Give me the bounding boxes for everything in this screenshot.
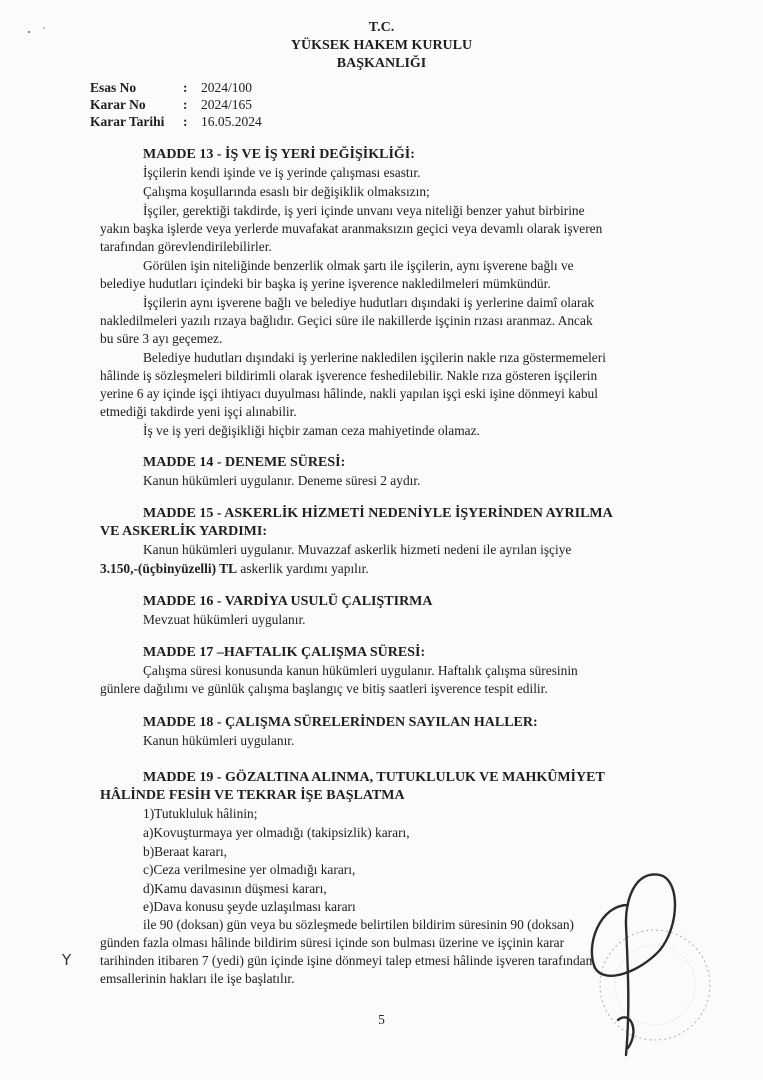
paragraph-line xyxy=(143,203,679,219)
paragraph-line: Belediye hudutları dışındaki iş yerlerine nakledilen işçilerin nakle rıza göstermemeleri xyxy=(143,350,606,365)
meta-label: Esas No xyxy=(90,80,137,95)
paragraph-line: Görülen işin niteliğinde benzerlik olmak şartı ile işçilerin, aynı işverene bağlı ve xyxy=(143,258,574,273)
header-country: T.C. xyxy=(368,20,395,35)
list-item: d)Kamu davasının düşmesi kararı, xyxy=(143,881,327,896)
meta-karar: Karar No : 2024/165 xyxy=(90,97,253,112)
paragraph-line: hâlinde iş sözleşmeleri bildirimli olarak işverence feshedilebilir. Nakle rıza gösteren işçilerin xyxy=(100,368,598,383)
paragraph-line: Çalışma koşullarında esaslı bir değişiklik olmaksızın; xyxy=(143,184,430,199)
section-title-16: MADDE 16 - VARDİYA USULÜ ÇALIŞTIRMA xyxy=(143,594,433,609)
paragraph-line: İşçilerin aynı işverene bağlı ve belediye hudutları dışındaki iş yerlerine daimî olarak xyxy=(143,295,595,310)
section-title-14: MADDE 14 - DENEME SÜRESİ: xyxy=(143,455,346,470)
section-title-18: MADDE 18 - ÇALIŞMA SÜRELERİNDEN SAYILAN HALLER: xyxy=(143,715,538,730)
list-item: c)Ceza verilmesine yer olmadığı kararı, xyxy=(143,862,356,877)
paragraph-line: nakledilmeleri yazılı rızaya bağlıdır. Geçici süre ile nakillerde işçinin rızası aranmaz. Ancak xyxy=(100,313,593,328)
section-title-19: MADDE 19 - GÖZALTINA ALINMA, TUTUKLULUK VE MAHKÛMİYET xyxy=(143,770,605,785)
line-text: İşçiler, gerektiği takdirde, iş yeri içinde unvanı veya niteliği benzer yahut birbirine xyxy=(143,203,585,218)
line-text: askerlik yardımı yapılır. xyxy=(237,561,369,576)
section-title-15: MADDE 15 - ASKERLİK HİZMETİ NEDENİYLE İŞYERİNDEN AYRILMA xyxy=(143,506,613,521)
paragraph-line: bu süre 3 ayı geçemez. xyxy=(100,331,223,346)
paragraph-line: tarafından görevlendirilebilirler. xyxy=(100,239,272,254)
amount: 3.150,-(üçbinyüzelli) TL xyxy=(100,561,238,576)
paragraph-line: Kanun hükümleri uygulanır. Muvazzaf askerlik hizmeti nedeni ile ayrılan işçiye xyxy=(143,542,572,557)
section-title-15-cont: VE ASKERLİK YARDIMI: xyxy=(100,524,267,539)
meta-label: Karar No xyxy=(90,97,146,112)
meta-value: 2024/100 xyxy=(201,80,253,95)
list-item: e)Dava konusu şeyde uzlaşılması kararı xyxy=(143,899,356,914)
paragraph-line: tarihinden itibaren 7 (yedi) gün içinde işine dönmeyi talep etmesi hâlinde işveren tarafından, xyxy=(100,953,596,968)
paragraph-line: etmediği takdirde yeni işçi alınabilir. xyxy=(100,404,297,419)
paragraph-line xyxy=(100,561,369,577)
list-item: 1)Tutukluluk hâlinin; xyxy=(143,806,258,821)
margin-mark: Y xyxy=(62,951,72,969)
paragraph-line: Çalışma süresi konusunda kanun hükümleri uygulanır. Haftalık çalışma süresinin xyxy=(143,663,578,678)
paragraph-line: yakın başka işlerde veya yerlerde muvafakat aranmaksızın geçici veya devamlı olarak işveren xyxy=(100,221,603,236)
paragraph-line: belediye hudutları içindeki bir başka iş yerine işverence nakledilmeleri mümkündür. xyxy=(100,276,551,291)
meta-label: Karar Tarihi xyxy=(90,114,165,129)
meta-esas: Esas No : 2024/100 xyxy=(90,80,253,95)
paragraph-line: Mevzuat hükümleri uygulanır. xyxy=(143,612,306,627)
page-number: 5 xyxy=(378,1012,385,1027)
paragraph-line: Kanun hükümleri uygulanır. xyxy=(143,733,295,748)
section-title-19-cont: HÂLİNDE FESİH VE TEKRAR İŞE BAŞLATMA xyxy=(100,788,405,803)
paragraph-line: yerine 6 ay içinde işçi ihtiyacı duyulması hâlinde, nakli yapılan işçi eski işine dönmeyi kabul xyxy=(100,386,598,401)
paragraph-line: İşçilerin kendi işinde ve iş yerinde çalışması esastır. xyxy=(143,165,421,180)
header-office: BAŞKANLIĞI xyxy=(336,56,427,71)
paragraph-line: ile 90 (doksan) gün veya bu sözleşmede belirtilen bildirim süresinin 90 (doksan) xyxy=(143,917,575,932)
paragraph-line: günlere dağılımı ve günlük çalışma başlangıç ve bitiş saatleri işverence tespit edilir. xyxy=(100,681,548,696)
meta-date: Karar Tarihi : 16.05.2024 xyxy=(90,114,262,129)
list-item: a)Kovuşturmaya yer olmadığı (takipsizlik) kararı, xyxy=(143,825,410,840)
section-title-13: MADDE 13 - İŞ VE İŞ YERİ DEĞİŞİKLİĞİ: xyxy=(143,147,415,162)
list-item: b)Beraat kararı, xyxy=(143,844,228,859)
paragraph-line: İş ve iş yeri değişikliği hiçbir zaman ceza mahiyetinde olamaz. xyxy=(143,423,480,438)
meta-value: 16.05.2024 xyxy=(201,114,262,129)
paragraph-line: Kanun hükümleri uygulanır. Deneme süresi 2 aydır. xyxy=(143,473,421,488)
header-institution: YÜKSEK HAKEM KURULU xyxy=(290,38,473,53)
paragraph-line: emsallerinin hakları ile işe başlatılır. xyxy=(100,971,295,986)
paragraph-line: günden fazla olması hâlinde bildirim süresi içinde son bulması üzerine ve işçinin karar xyxy=(100,935,565,950)
meta-value: 2024/165 xyxy=(201,97,253,112)
section-title-17: MADDE 17 –HAFTALIK ÇALIŞMA SÜRESİ: xyxy=(143,645,426,660)
